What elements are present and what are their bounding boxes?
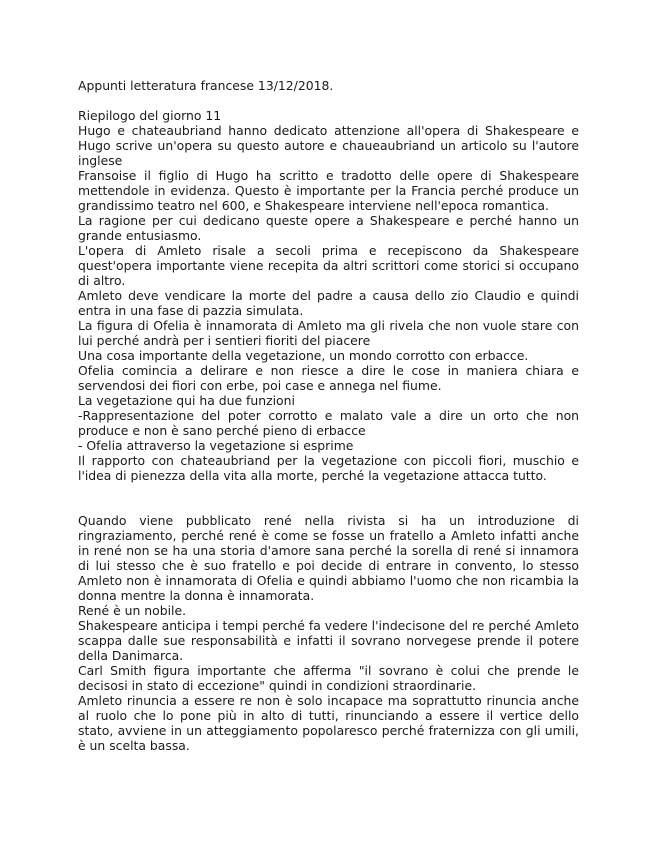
paragraph: Amleto deve vendicare la morte del padre a causa dello zio Claudio e quindi entra in una fase di pazzia simulata.: [78, 288, 579, 318]
paragraph: Shakespeare anticipa i tempi perché fa vedere l'indecisone del re perché Amleto scappa dalle sue responsabilità e infatti il sovrano norvegese prende il potere della Danimarca.: [78, 618, 579, 663]
paragraph: La vegetazione qui ha due funzioni: [78, 393, 295, 408]
paragraph: Il rapporto con chateaubriand per la vegetazione con piccoli fiori, muschio e l'idea di pienezza della vita alla morte, perché la vegetazione attacca tutto.: [78, 453, 579, 483]
paragraph: -Rappresentazione del poter corrotto e malato vale a dire un orto che non produce e non è sano perché pieno di erbacce: [78, 408, 579, 438]
document-title: Appunti letteratura francese 13/12/2018.: [78, 78, 334, 93]
paragraph: La ragione per cui dedicano queste opere a Shakespeare e perché hanno un grande entusiasmo.: [78, 213, 579, 243]
section-rene: [78, 513, 579, 753]
paragraph: Carl Smith figura importante che afferma "il sovrano è colui che prende le decisosi in stato di eccezione" quindi in condizioni straordinarie.: [78, 663, 579, 693]
paragraph: L'opera di Amleto risale a secoli prima e recepiscono da Shakespeare quest'opera importante viene recepita da altri scrittori come storici si occupano di altro.: [78, 243, 579, 288]
paragraph: Quando viene pubblicato rené nella rivista si ha un introduzione di ringraziamento, perché rené è come se fosse un fratello a Amleto infatti anche in rené non se ha una storia d'amore sana perché la sorella di rené si innamora di lui stesso che è suo fratello e poi decide di entrare in convento, lo stesso Amleto non è innamorata di Ofelia e quindi abbiamo l'uomo che non ricambia la donna mentre la donna è innamorata.: [78, 513, 579, 603]
paragraph: - Ofelia attraverso la vegetazione si esprime: [78, 438, 354, 453]
section-summary: [78, 108, 579, 483]
paragraph: Hugo e chateaubriand hanno dedicato attenzione all'opera di Shakespeare e Hugo scrive un'opera su questo autore e chaueaubriand un articolo su l'autore inglese: [78, 123, 579, 168]
section-spacer: [78, 483, 579, 513]
paragraph: Amleto rinuncia a essere re non è solo incapace ma soprattutto rinuncia anche al ruolo che lo pone più in alto di tutti, rinunciando a essere il vertice dello stato, avviene in un atteggiamento popolaresco perché fraternizza con gli umili, è un scelta bassa.: [78, 693, 579, 753]
paragraph: Riepilogo del giorno 11: [78, 108, 222, 123]
paragraph: La figura di Ofelia è innamorata di Amleto ma gli rivela che non vuole stare con lui perché andrà per i sentieri fioriti del piacere: [78, 318, 579, 348]
paragraph: Ofelia comincia a delirare e non riesce a dire le cose in maniera chiara e servendosi dei fiori con erbe, poi case e annega nel fiume.: [78, 363, 579, 393]
document-page: [78, 78, 579, 753]
paragraph: René è un nobile.: [78, 603, 187, 618]
paragraph: Una cosa importante della vegetazione, un mondo corrotto con erbacce.: [78, 348, 529, 363]
paragraph: Fransoise il figlio di Hugo ha scritto e tradotto delle opere di Shakespeare mettendole in evidenza. Questo è importante per la Francia perché produce un grandissimo teatro nel 600, e Shakespeare interviene nell'epoca romantica.: [78, 168, 579, 213]
